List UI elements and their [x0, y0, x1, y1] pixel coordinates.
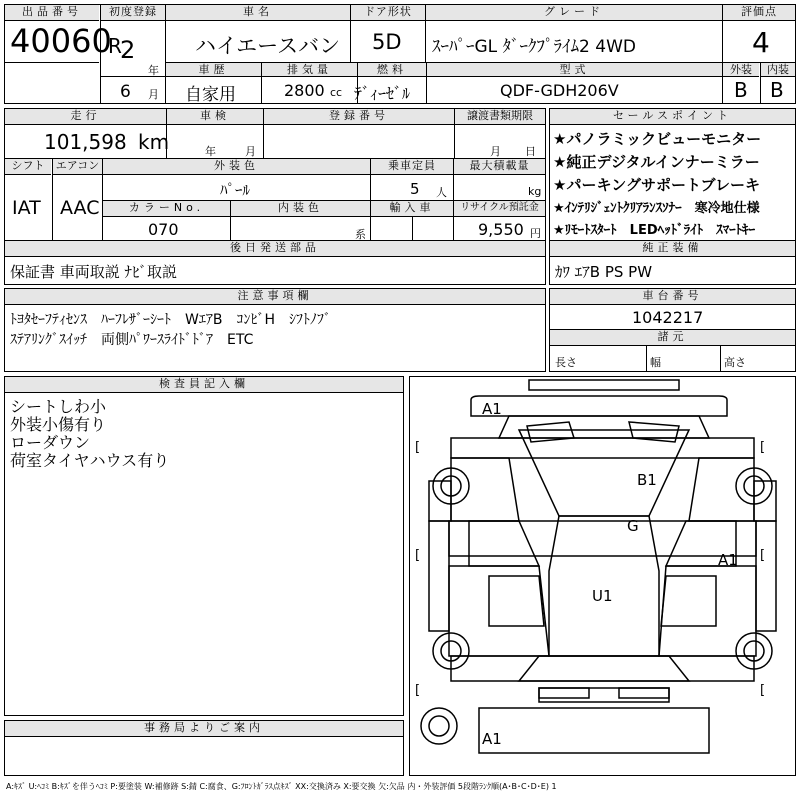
color-no-label: カラーNo. — [103, 201, 230, 217]
reg-no-label: 登録番号 — [264, 109, 454, 125]
diagram-bracket: [ — [415, 440, 421, 455]
history-label: 車歴 — [166, 63, 261, 77]
width-label: 幅 — [650, 356, 661, 369]
color-no: 070 — [148, 220, 179, 239]
load-label: 最大積載量 — [454, 159, 545, 175]
equipment-label: 純正装備 — [550, 241, 795, 257]
recycle-unit: 円 — [530, 227, 541, 240]
grade-label: グレード — [426, 5, 722, 21]
damage-mark-a1-right: A1 — [718, 551, 738, 569]
color: ﾊﾟｰﾙ — [220, 181, 251, 199]
ext-label: 外装 — [723, 63, 759, 77]
displacement: 2800 — [284, 81, 325, 100]
month-num: 6 — [120, 82, 131, 102]
damage-mark-a1-rear: A1 — [482, 730, 502, 748]
car-name: ハイエースバン — [195, 34, 341, 58]
car-body-diagram — [409, 376, 796, 776]
first-reg-label: 初度登録 — [101, 5, 165, 21]
damage-mark-g: G — [627, 517, 639, 535]
lot-no-label: 出品番号 — [5, 5, 99, 21]
sales-point-item: ★パノラミックビューモニター — [553, 130, 762, 148]
color-label: 外装色 — [103, 159, 370, 175]
later-parts: 保証書 車両取説 ﾅﾋﾞ取説 — [10, 263, 178, 281]
office-label: 事務局よりご案内 — [5, 721, 403, 737]
damage-mark-u1: U1 — [592, 587, 613, 605]
load-unit: kg — [528, 185, 542, 198]
chassis-no: 1042217 — [632, 308, 704, 327]
int-color-unit: 系 — [355, 228, 366, 241]
damage-mark-a1-front: A1 — [482, 400, 502, 418]
car-name-label: 車名 — [166, 5, 350, 21]
lot-no: 40060 — [10, 22, 112, 60]
history: 自家用 — [185, 85, 236, 105]
year-num: 2 — [120, 36, 136, 64]
door: 5D — [372, 30, 402, 54]
height-label: 高さ — [724, 356, 746, 369]
model: QDF-GDH206V — [500, 81, 619, 100]
diagram-bracket: [ — [760, 548, 766, 563]
sales-point-item: ★純正デジタルインナーミラー — [553, 153, 760, 171]
insp-year-unit: 年 — [205, 145, 216, 158]
import-label: 輸入車 — [371, 201, 453, 217]
grade: ｽｰﾊﾟｰGL ﾀﾞｰｸﾌﾟﾗｲﾑ2 4WD — [432, 37, 636, 57]
diagram-bracket: [ — [415, 548, 421, 563]
displacement-label: 排気量 — [262, 63, 357, 77]
legend: A:ｷｽﾞ U:ﾍｺﾐ B:ｷｽﾞを伴うﾍｺﾐ P:要塗装 W:補修跡 S:錆 C:腐食、G:ﾌﾛﾝﾄｶﾞﾗｽ点ｷｽﾞ XX:交換済み X:要交換 欠:欠品 内・外装評価 5段階ﾗﾝｸ順(A･B･C･D･E) 1 — [6, 782, 557, 791]
diagram-bracket: [ — [760, 683, 766, 698]
ext-grade: B — [734, 78, 748, 102]
chassis-label: 車台番号 — [550, 289, 795, 305]
length-label: 長さ — [555, 356, 577, 369]
seats-unit: 人 — [436, 186, 447, 199]
month-unit: 月 — [148, 88, 159, 101]
model-label: 型式 — [427, 63, 722, 77]
diagram-bracket: [ — [415, 683, 421, 698]
transfer-day-unit: 日 — [525, 145, 536, 158]
sales-points-label: セールスポイント — [550, 109, 795, 125]
shift-label: シフト — [5, 159, 51, 175]
int-grade: B — [770, 78, 784, 102]
seats: 5 — [410, 180, 420, 198]
fuel: ﾃﾞｨｰｾﾞﾙ — [354, 84, 411, 103]
damage-mark-b1: B1 — [637, 471, 657, 489]
inspector-line: シートしわ小 — [10, 397, 107, 416]
recycle-label: リサイクル預託金 — [454, 201, 545, 217]
mileage-unit: km — [138, 130, 170, 154]
sales-point-item: ★ｲﾝﾃﾘｼﾞｪﾝﾄｸﾘｱﾗﾝｽｿﾅｰ 寒冷地仕様 — [553, 201, 760, 216]
fuel-label: 燃料 — [358, 63, 426, 77]
sales-point-item: ★パーキングサポートブレーキ — [553, 176, 760, 194]
era: R — [108, 34, 122, 58]
score-label: 評価点 — [723, 5, 795, 21]
transfer-label: 譲渡書類期限 — [455, 109, 545, 125]
mileage: 101,598 — [44, 130, 127, 154]
score: 4 — [752, 26, 770, 59]
door-label: ドア形状 — [351, 5, 425, 21]
inspector-line: 荷室タイヤハウス有り — [10, 451, 170, 470]
notes-line: ｽﾃｱﾘﾝｸﾞｽｲｯﾁ 両側ﾊﾟﾜｰｽﾗｲﾄﾞﾄﾞｱ ETC — [10, 332, 254, 348]
ac: AAC — [60, 197, 100, 219]
inspector-label: 検査員記入欄 — [5, 377, 403, 393]
inspection-label: 車検 — [167, 109, 263, 125]
notes-line: ﾄﾖﾀｾｰﾌﾃｨｾﾝｽ ﾊｰﾌﾚｻﾞｰｼｰﾄ WｴｱB ｺﾝﾋﾞH ｼﾌﾄﾉﾌﾞ — [10, 312, 331, 328]
shift: IAT — [12, 197, 41, 219]
int-color-label: 内装色 — [231, 201, 370, 217]
dims-label: 諸元 — [550, 330, 795, 346]
inspector-line: 外装小傷有り — [10, 415, 107, 434]
inspector-line: ローダウン — [10, 433, 91, 452]
year-unit: 年 — [148, 64, 159, 77]
int-label: 内装 — [761, 63, 795, 77]
notes-label: 注意事項欄 — [5, 289, 545, 305]
transfer-month-unit: 月 — [490, 145, 501, 158]
diagram-bracket: [ — [760, 440, 766, 455]
equipment: ｶﾜ ｴｱB PS PW — [555, 263, 653, 281]
sales-point-item: ★ﾘﾓｰﾄｽﾀｰﾄ LEDﾍｯﾄﾞﾗｲﾄ ｽﾏｰﾄｷｰ — [553, 223, 756, 238]
displacement-unit: cc — [330, 86, 343, 99]
seats-label: 乗車定員 — [371, 159, 453, 175]
recycle: 9,550 — [478, 220, 524, 239]
later-parts-label: 後日発送部品 — [5, 241, 545, 257]
mileage-label: 走行 — [5, 109, 166, 125]
insp-month-unit: 月 — [245, 145, 256, 158]
ac-label: エアコン — [53, 159, 102, 175]
